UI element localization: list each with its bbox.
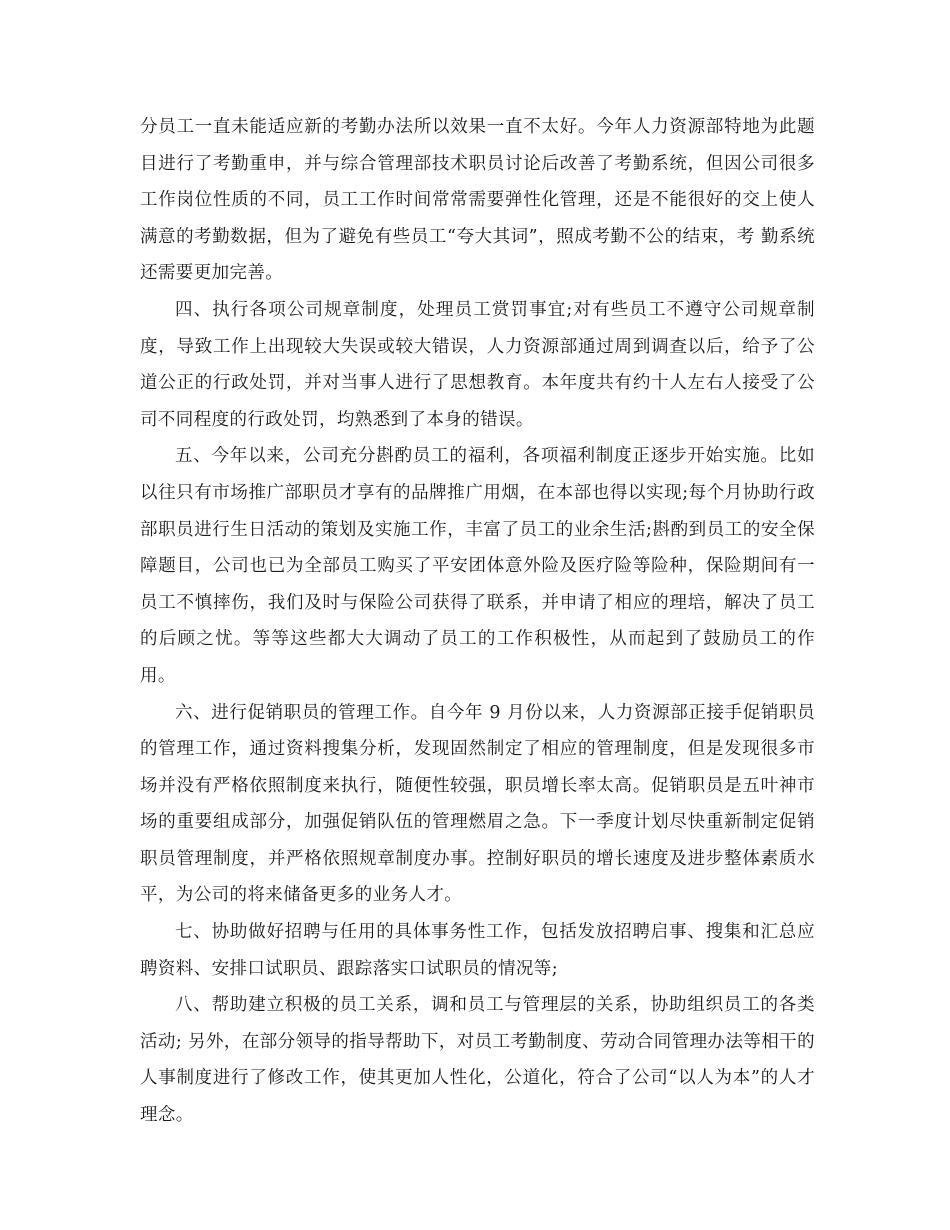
paragraph-item-6: 六、进行促销职员的管理工作。自今年 9 月份以来，人力资源部正接手促销职员的管理工作，通过资料搜集分析，发现固然制定了相应的管理制度，但是发现很多市场并没有严格依照制度来执行，随便性较强，职员增长率太高。促销职员是五叶神市场的重要组成部分，加强促销队伍的管理燃眉之急。下一季度计划尽快重新制定促销职员管理制度，并严格依照规章制度办事。控制好职员的增长速度及进步整体素质水平，为公司的将来储备更多的业务人才。	[140, 702, 815, 906]
paragraph-item-5: 五、今年以来，公司充分斟酌员工的福利，各项福利制度正逐步开始实施。比如以往只有市场推广部职员才享有的品牌推广用烟，在本部也得以实现;每个月协助行政部职员进行生日活动的策划及实施工作，丰富了员工的业余生活;斟酌到员工的安全保障题目，公司也已为全部员工购买了平安团体意外险及医疗险等险种，保险期间有一员工不慎摔伤，我们及时与保险公司获得了联系，并申请了相应的理培，解决了员工的后顾之忧。等等这些都大大调动了员工的工作积极性，从而起到了鼓励员工的作用。	[140, 446, 815, 686]
paragraph-item-8: 八、帮助建立积极的员工关系，调和员工与管理层的关系，协助组织员工的各类活动; 另外，在部分领导的指导帮助下，对员工考勤制度、劳动合同管理办法等相干的人事制度进行了修改工作，使其更加人性化，公道化，符合了公司“以人为本”的人才理念。	[140, 995, 815, 1126]
paragraph-item-7: 七、协助做好招聘与任用的具体事务性工作，包括发放招聘启事、搜集和汇总应聘资料、安排口试职员、跟踪落实口试职员的情况等;	[140, 922, 815, 979]
paragraph-item-4: 四、执行各项公司规章制度，处理员工赏罚事宜;对有些员工不遵守公司规章制度，导致工作上出现较大失误或较大错误，人力资源部通过周到调查以后，给予了公道公正的行政处罚，并对当事人进行了思想教育。本年度共有约十人左右人接受了公司不同程度的行政处罚，均熟悉到了本身的错误。	[140, 299, 815, 430]
document-body	[140, 109, 815, 1134]
paragraph-continuation: 分员工一直未能适应新的考勤办法所以效果一直不太好。今年人力资源部特地为此题目进行了考勤重申，并与综合管理部技术职员讨论后改善了考勤系统，但因公司很多工作岗位性质的不同，员工工作时间常常需要弹性化管理，还是不能很好的交上使人满意的考勤数据，但为了避免有些员工“夸大其词”，照成考勤不公的结束，考 勤系统还需要更加完善。	[140, 117, 815, 284]
